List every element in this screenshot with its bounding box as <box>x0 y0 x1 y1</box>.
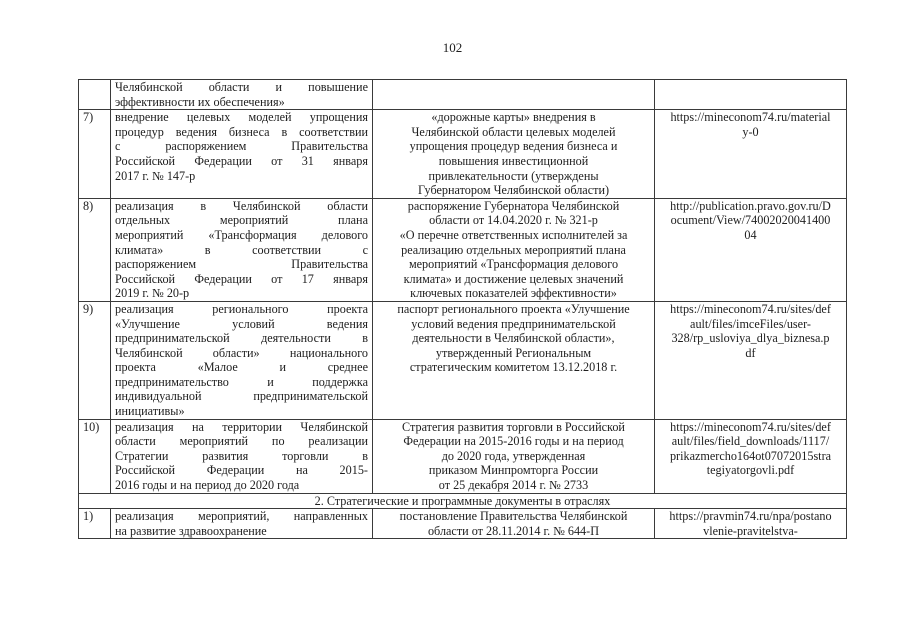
section-header: 2. Стратегические и программные документы в отраслях <box>79 493 847 509</box>
source-link <box>655 80 847 110</box>
source-document-line: привлекательности (утверждены <box>428 168 599 183</box>
source-link-line: ault/files/imceFiles/user- <box>690 316 811 331</box>
source-document-line: Челябинской области целевых моделей <box>411 124 616 139</box>
section-header-row <box>79 493 847 509</box>
source-link[interactable] <box>655 419 847 493</box>
measure-description-line: индивидуальной предпринимательской <box>115 389 368 404</box>
source-document-line: мероприятий «Трансформация делового <box>408 257 619 272</box>
source-link-line: https://mineconom74.ru/material <box>670 110 831 125</box>
measure-description-line: эффективности их обеспечения» <box>115 94 285 109</box>
row-number: 10) <box>79 419 111 493</box>
measure-description-line: распоряжением Правительства <box>115 257 368 272</box>
measure-description <box>111 509 373 539</box>
measure-description-line: мероприятий «Трансформация делового <box>115 227 368 242</box>
measure-description-line: климата» в соответствии с <box>115 242 368 257</box>
source-document-line: деятельности в Челябинской области», <box>412 331 615 346</box>
row-number <box>79 80 111 110</box>
measure-description <box>111 80 373 110</box>
source-link-line: tegiyatorgovli.pdf <box>706 463 795 478</box>
source-link-line: https://mineconom74.ru/sites/def <box>670 301 831 316</box>
source-document-line: области от 14.04.2020 г. № 321-р <box>429 213 598 228</box>
source-document <box>373 110 655 199</box>
source-document-line: Федерации на 2015-2016 годы и на период <box>403 434 624 449</box>
measure-description-line: реализация регионального проекта <box>115 301 368 316</box>
row-number: 1) <box>79 509 111 539</box>
source-link-line: https://mineconom74.ru/sites/def <box>670 419 831 434</box>
source-link-line: ault/files/field_downloads/1117/ <box>671 434 830 449</box>
measure-description-line: области мероприятий по реализации <box>115 434 368 449</box>
source-document-line: приказом Минпромторга России <box>428 463 599 478</box>
row-number: 8) <box>79 198 111 301</box>
source-document-line: утвержденный Региональным <box>435 345 592 360</box>
measure-description-line: Российской Федерации на 2015- <box>115 463 368 478</box>
source-link[interactable] <box>655 110 847 199</box>
source-document-line: паспорт регионального проекта «Улучшение <box>397 301 630 316</box>
source-link-line: http://publication.pravo.gov.ru/D <box>670 198 831 213</box>
source-link-line: df <box>745 345 756 360</box>
source-document-line: ключевых показателей эффективности» <box>410 286 617 301</box>
measure-description-line: Российской Федерации от 17 января <box>115 271 368 286</box>
measure-description-line: 2019 г. № 20-р <box>115 286 190 301</box>
table-row <box>79 80 847 110</box>
measures-table <box>78 79 847 539</box>
source-document-line: постановление Правительства Челябинской <box>399 509 628 524</box>
source-document-line: «О перечне ответственных исполнителей за <box>399 227 628 242</box>
measure-description-line: предпринимательской деятельности в <box>115 331 368 346</box>
source-link-line: prikazmercho164ot07072015stra <box>669 448 832 463</box>
source-link[interactable] <box>655 301 847 419</box>
source-link-line: 328/rp_usloviya_dlya_biznesa.p <box>671 331 830 346</box>
table-row <box>79 110 847 199</box>
source-document-line: распоряжение Губернатора Челябинской <box>407 198 620 213</box>
source-link-line: 04 <box>744 227 757 242</box>
source-document-line: Губернатором Челябинской области) <box>417 183 610 198</box>
source-link-line: y-0 <box>742 124 759 139</box>
source-document-line: условий ведения предпринимательской <box>411 316 616 331</box>
measure-description-line: проекта «Малое и среднее <box>115 360 368 375</box>
measure-description-line: 2017 г. № 147-р <box>115 168 196 183</box>
measure-description-line: с распоряжением Правительства <box>115 139 368 154</box>
measure-description-line: реализация мероприятий, направленных <box>115 509 368 524</box>
measure-description-line: 2016 годы и на период до 2020 года <box>115 478 300 493</box>
source-document-line: стратегическим комитетом 13.12.2018 г. <box>409 360 618 375</box>
page-number: 102 <box>442 40 463 55</box>
row-number: 9) <box>79 301 111 419</box>
measure-description <box>111 301 373 419</box>
measure-description-line: процедур ведения бизнеса в соответствии <box>115 124 368 139</box>
source-document-line: до 2020 года, утвержденная <box>441 448 586 463</box>
measure-description-line: реализация в Челябинской области <box>115 198 368 213</box>
measure-description-line: отдельных мероприятий плана <box>115 213 368 228</box>
measure-description-line: Российской Федерации от 31 января <box>115 153 368 168</box>
source-link[interactable] <box>655 198 847 301</box>
measure-description-line: Челябинской области и повышение <box>115 80 368 94</box>
measure-description-line: «Улучшение условий ведения <box>115 316 368 331</box>
measure-description <box>111 198 373 301</box>
measure-description-line: Стратегии развития торговли в <box>115 448 368 463</box>
table-row <box>79 301 847 419</box>
source-document-line: области от 28.11.2014 г. № 644-П <box>427 523 600 538</box>
source-document-line: упрощения процедур ведения бизнеса и <box>409 139 618 154</box>
source-document <box>373 198 655 301</box>
source-link-line: vlenie-pravitelstva- <box>703 523 798 538</box>
measure-description-line: инициативы» <box>115 404 185 419</box>
source-document <box>373 419 655 493</box>
source-document <box>373 80 655 110</box>
source-document <box>373 301 655 419</box>
row-number: 7) <box>79 110 111 199</box>
measure-description-line: реализация на территории Челябинской <box>115 419 368 434</box>
table-row <box>79 198 847 301</box>
measure-description <box>111 110 373 199</box>
measure-description-line: Челябинской области» национального <box>115 345 368 360</box>
source-document <box>373 509 655 539</box>
source-link-line: ocument/View/74002020041400 <box>670 213 831 228</box>
source-link-line: https://pravmin74.ru/npa/postano <box>669 509 832 524</box>
source-document-line: климата» и достижение целевых значений <box>403 271 624 286</box>
source-document-line: от 25 декабря 2014 г. № 2733 <box>438 478 589 493</box>
source-document-line: реализацию отдельных мероприятий плана <box>401 242 626 257</box>
source-document-line: Стратегия развития торговли в Российской <box>402 419 625 434</box>
source-document-line: «дорожные карты» внедрения в <box>431 110 596 125</box>
table-row <box>79 509 847 539</box>
measure-description-line: на развитие здравоохранение <box>115 523 267 538</box>
source-document-line: повышения инвестиционной <box>438 153 589 168</box>
measure-description <box>111 419 373 493</box>
table-row <box>79 419 847 493</box>
measure-description-line: внедрение целевых моделей упрощения <box>115 110 368 125</box>
source-link[interactable] <box>655 509 847 539</box>
measure-description-line: предпринимательство и поддержка <box>115 374 368 389</box>
